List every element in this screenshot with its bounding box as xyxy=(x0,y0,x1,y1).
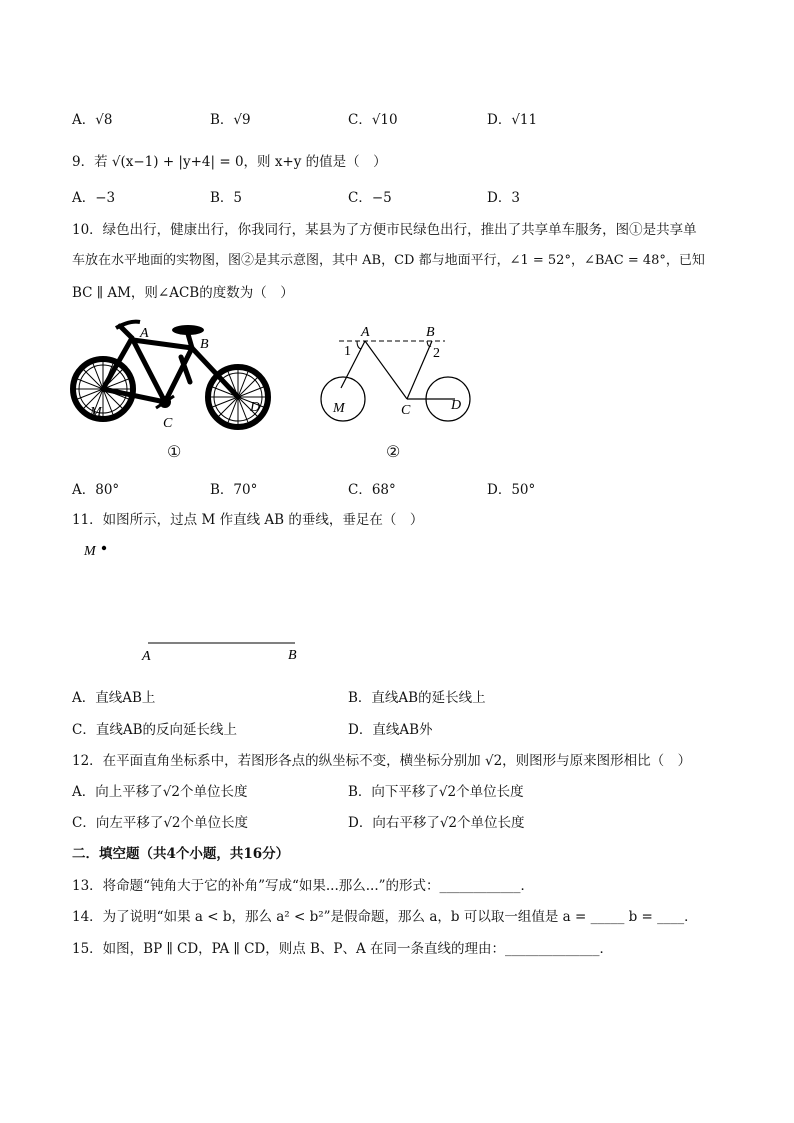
q10-stem-line2: 车放在水平地面的实物图，图②是其示意图，其中 AB，CD 都与地面平行，∠1 = 52°，∠BAC = 48°，已知 xyxy=(72,253,705,268)
q11-option-b: B．直线AB的延长线上 xyxy=(348,690,486,706)
q9-option-a: A．−3 xyxy=(72,190,116,206)
q11-option-d: D．直线AB外 xyxy=(348,722,433,738)
fig1-label-b: B xyxy=(200,337,209,352)
schematic-figure xyxy=(315,318,480,430)
q9-option-b: B．5 xyxy=(210,190,243,206)
fig1-label-a: A xyxy=(140,326,149,341)
fig2-label-c: C xyxy=(401,403,411,418)
point-b-label: B xyxy=(288,648,297,663)
q12-stem: 12．在平面直角坐标系中，若图形各点的纵坐标不变，横坐标分别加 √2，则图形与原来图形相比（ ） xyxy=(72,753,692,769)
q10-stem-line1: 10．绿色出行，健康出行，你我同行，某县为了方便市民绿色出行，推出了共享单车服务，图①是共享单 xyxy=(72,222,697,238)
fig2-caption: ② xyxy=(386,442,401,461)
q9-option-d: D．3 xyxy=(487,190,520,206)
q10-stem-line3: BC ∥ AM，则∠ACB的度数为（ ） xyxy=(72,285,294,301)
fig2-label-d: D xyxy=(451,398,462,413)
q10-option-a: A．80° xyxy=(72,482,120,498)
q12-option-b: B．向下平移了√2个单位长度 xyxy=(348,784,524,800)
q12-option-a: A．向上平移了√2个单位长度 xyxy=(72,784,248,800)
q12-option-d: D．向右平移了√2个单位长度 xyxy=(348,815,525,831)
q8-option-a: A．√8 xyxy=(72,112,113,128)
q11-option-a: A．直线AB上 xyxy=(72,690,156,706)
q14-stem: 14．为了说明“如果 a < b，那么 a² < b²”是假命题，那么 a，b 可以取一组值是 a = _____ b = ____． xyxy=(72,909,698,925)
q10-option-d: D．50° xyxy=(487,482,536,498)
fig2-label-b: B xyxy=(426,325,435,340)
point-m-label: M xyxy=(84,544,96,559)
bicycle-figure xyxy=(70,312,280,440)
fig2-label-a: A xyxy=(361,325,370,340)
q13-stem: 13．将命题“钝角大于它的补角”写成“如果...那么...”的形式：____________． xyxy=(72,878,535,894)
q10-option-c: C．68° xyxy=(348,482,396,498)
saddle xyxy=(172,325,204,335)
q15-stem: 15．如图，BP ∥ CD，PA ∥ CD，则点 B、P、A 在同一条直线的理由：______________． xyxy=(72,941,614,957)
q11-option-c: C．直线AB的反向延长线上 xyxy=(72,722,237,738)
point-m xyxy=(102,546,106,550)
q8-option-b: B．√9 xyxy=(210,112,251,128)
q9-stem: 9．若 √(x−1) + |y+4| = 0，则 x+y 的值是（ ） xyxy=(72,154,387,170)
handlebar xyxy=(116,322,140,328)
fig2-label-m: M xyxy=(333,401,345,416)
q8-option-d: D．√11 xyxy=(487,112,538,128)
q12-option-c: C．向左平移了√2个单位长度 xyxy=(72,815,249,831)
fig1-label-c: C xyxy=(163,416,173,431)
q10-option-b: B．70° xyxy=(210,482,258,498)
q11-figure xyxy=(80,538,310,668)
fig2-label-2: 2 xyxy=(433,346,440,361)
fig1-caption: ① xyxy=(167,442,182,461)
segment-ac xyxy=(365,341,407,399)
q11-stem: 11．如图所示，过点 M 作直线 AB 的垂线，垂足在（ ） xyxy=(72,512,424,528)
q8-option-c: C．√10 xyxy=(348,112,398,128)
section-heading: 二．填空题（共4个小题，共16分） xyxy=(72,846,290,862)
fig1-label-m: M xyxy=(90,405,102,420)
fig2-label-1: 1 xyxy=(344,344,351,359)
point-a-label: A xyxy=(142,649,151,664)
q9-option-c: C．−5 xyxy=(348,190,392,206)
fig1-label-d: D xyxy=(250,400,261,415)
